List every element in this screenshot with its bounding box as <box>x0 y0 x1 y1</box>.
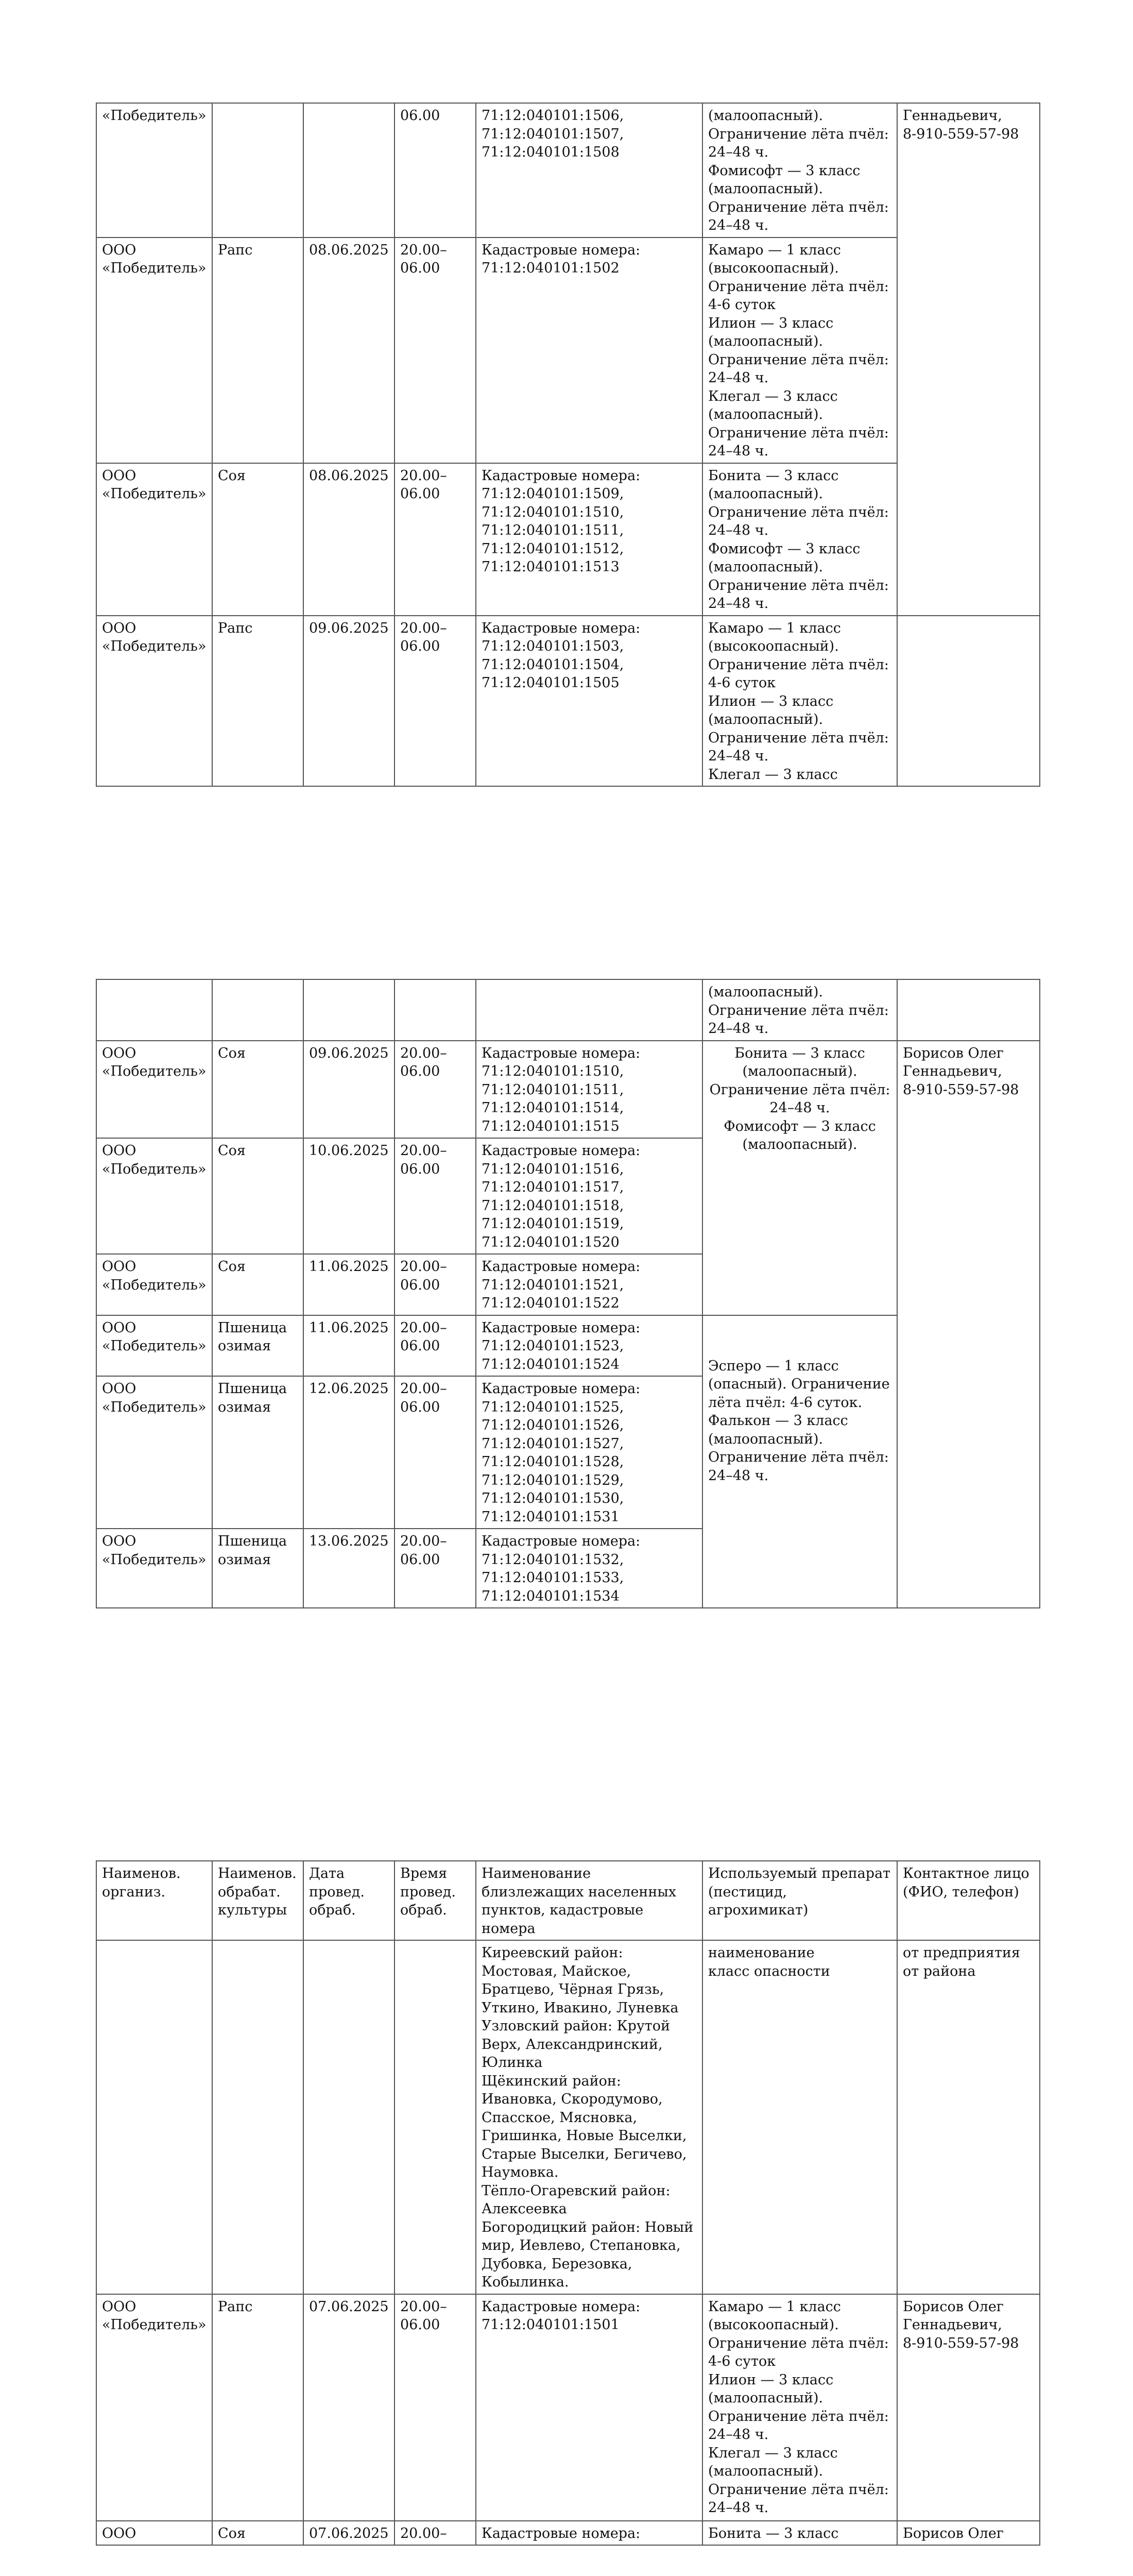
preparation-cell: Бонита — 3 класс (малоопасный). Ограничение лёта пчёл: 24–48 ч. Фомисофт — 3 класс (малоопасный). Ограничение лёта пчёл: 24–48 ч. <box>702 463 897 616</box>
header-cell: Контактное лицо (ФИО, телефон) <box>897 1861 1040 1940</box>
settlements-cell: Киреевский район: Мостовая, Майское, Братцево, Чёрная Грязь, Уткино, Ивакино, Луневка Узловский район: Крутой Верх, Александринский, Юлинка Щёкинский район: Ивановка, Скородумово, Спасское, Мясновка, Гришинка, Новые Выселки, Старые Выселки, Бегичево, Наумовка. Тёпло-Огаревский район: Алексеевка Богородицкий район: Новый мир, Иевлево, Степановка, Дубовка, Березовка, Кобылинка. <box>476 1940 702 2294</box>
contact-cell <box>897 979 1040 1041</box>
table-row <box>96 2294 1040 2521</box>
time-cell: 20.00– <box>394 2521 476 2546</box>
date-cell: 12.06.2025 <box>303 1376 394 1529</box>
empty-cell <box>303 1940 394 2294</box>
empty-cell <box>96 1940 212 2294</box>
crop-cell: Соя <box>212 1041 303 1139</box>
crop-cell: Рапс <box>212 2294 303 2521</box>
org-cell: ООО «Победитель» <box>96 2294 212 2521</box>
org-cell: ООО «Победитель» <box>96 1041 212 1139</box>
header-cell: Наименов. организ. <box>96 1861 212 1940</box>
schedule-table-page-2 <box>96 103 1040 787</box>
crop-cell: Пшеница озимая <box>212 1376 303 1529</box>
org-cell: ООО «Победитель» <box>96 1138 212 1254</box>
preparation-cell: (малоопасный). Ограничение лёта пчёл: 24–48 ч. Фомисофт — 3 класс (малоопасный). Ограничение лёта пчёл: 24–48 ч. <box>702 103 897 238</box>
date-cell: 07.06.2025 <box>303 2521 394 2546</box>
time-cell: 20.00– 06.00 <box>394 1529 476 1608</box>
cadastral-cell: Кадастровые номера: <box>476 2521 702 2546</box>
date-cell: 13.06.2025 <box>303 1529 394 1608</box>
cadastral-cell: Кадастровые номера: 71:12:040101:1523, 71:12:040101:1524 <box>476 1315 702 1377</box>
time-cell: 06.00 <box>394 103 476 238</box>
empty-cell <box>394 1940 476 2294</box>
cadastral-cell: Кадастровые номера: 71:12:040101:1509, 71:12:040101:1510, 71:12:040101:1511, 71:12:040101:1512, 71:12:040101:1513 <box>476 463 702 616</box>
crop-cell: Пшеница озимая <box>212 1529 303 1608</box>
crop-cell: Соя <box>212 1138 303 1254</box>
cadastral-cell <box>476 979 702 1041</box>
crop-cell <box>212 979 303 1041</box>
time-cell: 20.00– 06.00 <box>394 238 476 463</box>
org-cell: ООО «Победитель» <box>96 1529 212 1608</box>
crop-cell: Пшеница озимая <box>212 1315 303 1377</box>
cadastral-cell: Кадастровые номера: 71:12:040101:1525, 71:12:040101:1526, 71:12:040101:1527, 71:12:040101:1528, 71:12:040101:1529, 71:12:040101:1530, 71:12:040101:1531 <box>476 1376 702 1529</box>
cadastral-cell: Кадастровые номера: 71:12:040101:1510, 71:12:040101:1511, 71:12:040101:1514, 71:12:040101:1515 <box>476 1041 702 1139</box>
org-cell: ООО <box>96 2521 212 2546</box>
preparation-cell: Камаро — 1 класс (высокоопасный). Ограничение лёта пчёл: 4-6 суток Илион — 3 класс (малоопасный). Ограничение лёта пчёл: 24–48 ч. Клегал — 3 класс (малоопасный). Ограничение лёта пчёл: 24–48 ч. <box>702 2294 897 2521</box>
org-cell: ООО «Победитель» <box>96 1254 212 1315</box>
time-cell: 20.00– 06.00 <box>394 1376 476 1529</box>
preparation-cell: (малоопасный). Ограничение лёта пчёл: 24–48 ч. <box>702 979 897 1041</box>
schedule-table-page-3 <box>96 979 1040 1608</box>
preparation-cell: Камаро — 1 класс (высокоопасный). Ограничение лёта пчёл: 4-6 суток Илион — 3 класс (малоопасный). Ограничение лёта пчёл: 24–48 ч. Клегал — 3 класс (малоопасный). Ограничение лёта пчёл: 24–48 ч. <box>702 238 897 463</box>
time-cell: 20.00– 06.00 <box>394 463 476 616</box>
table-row <box>96 2521 1040 2546</box>
date-cell: 09.06.2025 <box>303 1041 394 1139</box>
cadastral-cell: Кадастровые номера: 71:12:040101:1532, 71:12:040101:1533, 71:12:040101:1534 <box>476 1529 702 1608</box>
crop-cell: Рапс <box>212 616 303 787</box>
header-cell: Наименов. обрабат. культуры <box>212 1861 303 1940</box>
org-cell: ООО «Победитель» <box>96 1315 212 1377</box>
date-cell <box>303 103 394 238</box>
table-row <box>96 979 1040 1041</box>
cadastral-cell: Кадастровые номера: 71:12:040101:1501 <box>476 2294 702 2521</box>
contact-cell: Борисов Олег Геннадьевич, 8-910-559-57-98 <box>897 1041 1040 1608</box>
date-cell <box>303 979 394 1041</box>
contact-cell: Борисов Олег Геннадьевич, 8-910-559-57-98 <box>897 2294 1040 2521</box>
time-cell: 20.00– 06.00 <box>394 2294 476 2521</box>
org-cell: ООО «Победитель» <box>96 463 212 616</box>
org-cell: «Победитель» <box>96 103 212 238</box>
org-cell: ООО «Победитель» <box>96 238 212 463</box>
table-row <box>96 616 1040 787</box>
contact-cell: Борисов Олег <box>897 2521 1040 2546</box>
preparation-subheader-cell: наименование класс опасности <box>702 1940 897 2294</box>
crop-cell: Соя <box>212 463 303 616</box>
crop-cell: Соя <box>212 1254 303 1315</box>
contact-cell: Геннадьевич, 8-910-559-57-98 <box>897 103 1040 616</box>
date-cell: 07.06.2025 <box>303 2294 394 2521</box>
preparation-cell: Камаро — 1 класс (высокоопасный). Ограничение лёта пчёл: 4-6 суток Илион — 3 класс (малоопасный). Ограничение лёта пчёл: 24–48 ч. Клегал — 3 класс <box>702 616 897 787</box>
time-cell <box>394 979 476 1041</box>
cadastral-cell: 71:12:040101:1506, 71:12:040101:1507, 71:12:040101:1508 <box>476 103 702 238</box>
date-cell: 10.06.2025 <box>303 1138 394 1254</box>
date-cell: 08.06.2025 <box>303 238 394 463</box>
table-row <box>96 103 1040 238</box>
empty-cell <box>212 1940 303 2294</box>
crop-cell: Соя <box>212 2521 303 2546</box>
contact-cell <box>897 616 1040 787</box>
time-cell: 20.00– 06.00 <box>394 1254 476 1315</box>
date-cell: 11.06.2025 <box>303 1315 394 1377</box>
time-cell: 20.00– 06.00 <box>394 1315 476 1377</box>
org-cell: ООО «Победитель» <box>96 616 212 787</box>
cadastral-cell: Кадастровые номера: 71:12:040101:1503, 71:12:040101:1504, 71:12:040101:1505 <box>476 616 702 787</box>
cadastral-cell: Кадастровые номера: 71:12:040101:1502 <box>476 238 702 463</box>
header-cell: Время провед. обраб. <box>394 1861 476 1940</box>
table-subheader-row <box>96 1940 1040 2294</box>
preparation-cell: Эсперо — 1 класс (опасный). Ограничение лёта пчёл: 4-6 суток. Фалькон — 3 класс (малоопасный). Ограничение лёта пчёл: 24–48 ч. <box>702 1315 897 1608</box>
time-cell: 20.00– 06.00 <box>394 616 476 787</box>
cadastral-cell: Кадастровые номера: 71:12:040101:1516, 71:12:040101:1517, 71:12:040101:1518, 71:12:040101:1519, 71:12:040101:1520 <box>476 1138 702 1254</box>
header-cell: Дата провед. обраб. <box>303 1861 394 1940</box>
org-cell: ООО «Победитель» <box>96 1376 212 1529</box>
date-cell: 08.06.2025 <box>303 463 394 616</box>
date-cell: 11.06.2025 <box>303 1254 394 1315</box>
schedule-table-page-1 <box>96 1860 1040 2546</box>
contact-subheader-cell: от предприятия от района <box>897 1940 1040 2294</box>
header-cell: Наименование близлежащих населенных пунктов, кадастровые номера <box>476 1861 702 1940</box>
org-cell <box>96 979 212 1041</box>
time-cell: 20.00– 06.00 <box>394 1041 476 1139</box>
cadastral-cell: Кадастровые номера: 71:12:040101:1521, 71:12:040101:1522 <box>476 1254 702 1315</box>
preparation-cell: Бонита — 3 класс <box>702 2521 897 2546</box>
table-row <box>96 1041 1040 1139</box>
preparation-cell: Бонита — 3 класс (малоопасный). Ограничение лёта пчёл: 24–48 ч. Фомисофт — 3 класс (малоопасный). <box>702 1041 897 1315</box>
table-header-row <box>96 1861 1040 1940</box>
crop-cell: Рапс <box>212 238 303 463</box>
header-cell: Используемый препарат (пестицид, агрохимикат) <box>702 1861 897 1940</box>
time-cell: 20.00– 06.00 <box>394 1138 476 1254</box>
crop-cell <box>212 103 303 238</box>
date-cell: 09.06.2025 <box>303 616 394 787</box>
